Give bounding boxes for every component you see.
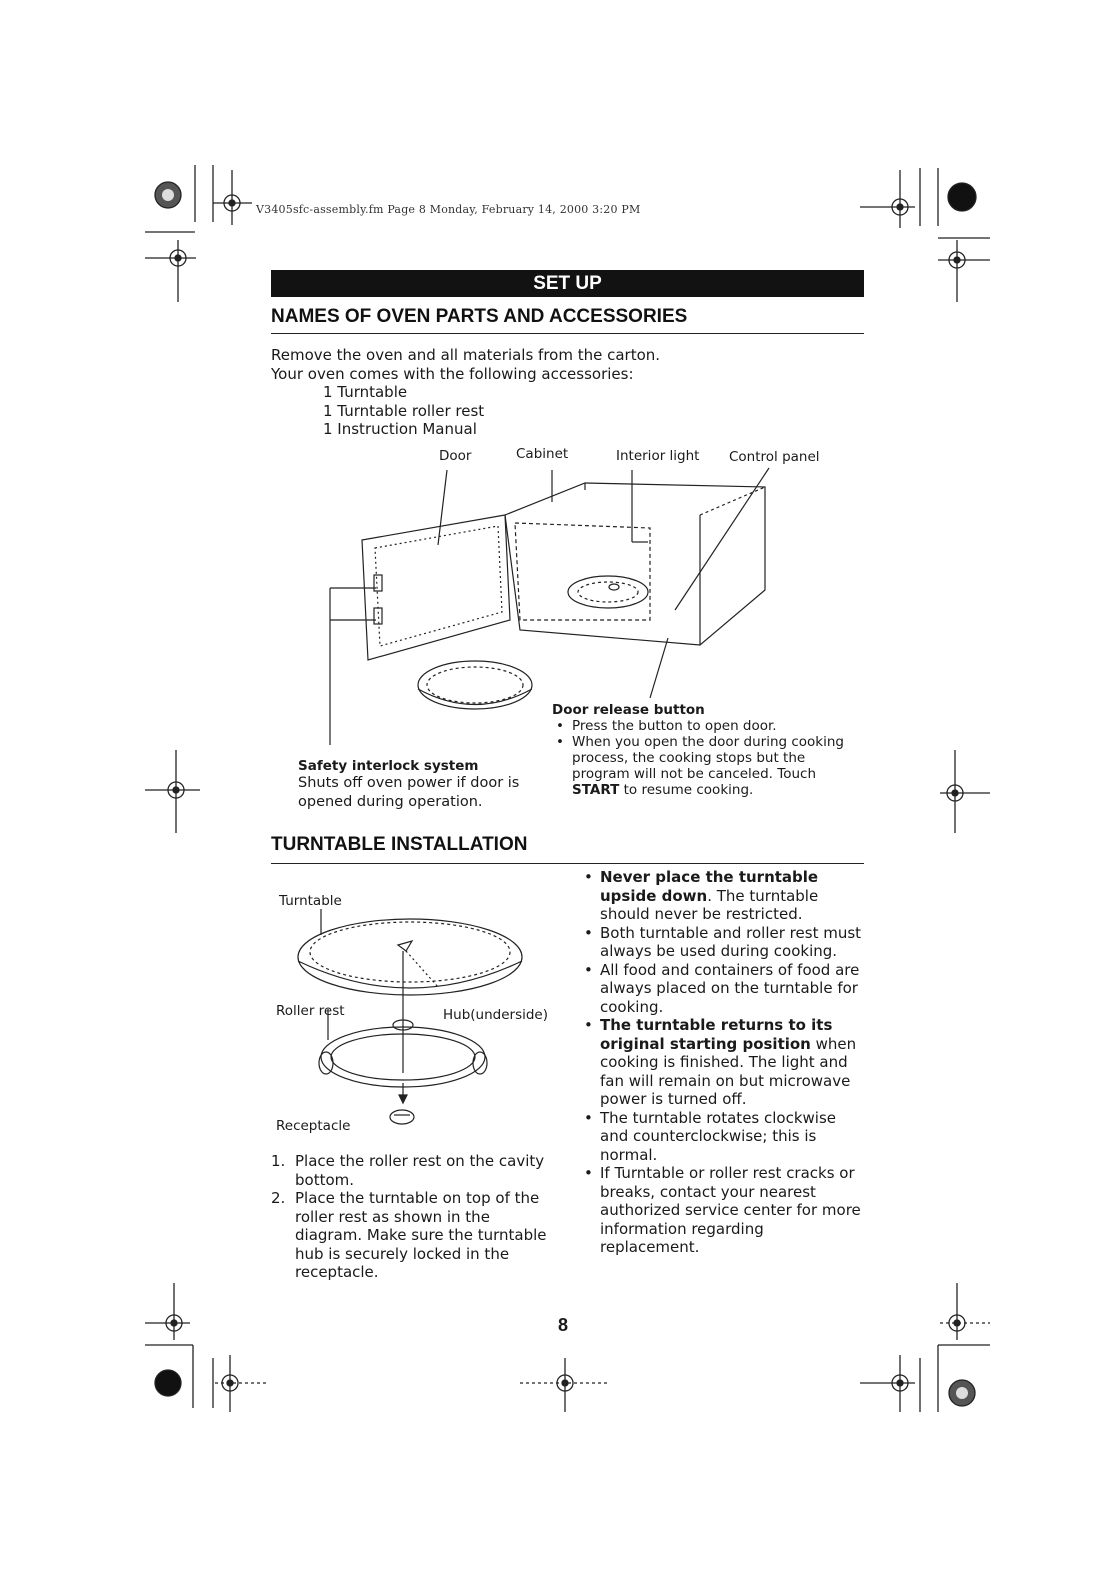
label-hub: Hub(underside): [443, 1007, 549, 1023]
start-keyword: START: [572, 782, 620, 798]
step-number: 1.: [271, 1152, 286, 1170]
label-control-panel: Control panel: [729, 449, 820, 465]
note-text: If Turntable or roller rest cracks or breaks, contact your nearest authorized service center for more information regarding replacement.: [600, 1164, 861, 1256]
label-door: Door: [439, 448, 472, 464]
door-release-bullet: [552, 734, 862, 798]
safety-title: Safety interlock system: [298, 758, 479, 774]
note-item: [580, 924, 865, 961]
section-title-oven-parts: NAMES OF OVEN PARTS AND ACCESSORIES: [271, 306, 688, 327]
registration-dot-icon: [948, 183, 976, 211]
note-bold: The turntable returns to its original starting position: [600, 1016, 833, 1053]
safety-text: Shuts off oven power if door is opened during operation.: [298, 775, 520, 810]
note-item: [580, 1016, 865, 1109]
note-text: . The turntable should never be restricted.: [600, 886, 819, 923]
label-interior-light: Interior light: [616, 448, 700, 464]
section-divider: [271, 863, 864, 864]
accessory-item: 1 Instruction Manual: [323, 420, 477, 438]
turntable-notes: [580, 868, 865, 1257]
accessory-item: 1 Turntable roller rest: [323, 401, 485, 420]
bullet-text: When you open the door during cooking process, the cooking stops but the program will not be canceled. Touch: [572, 734, 844, 782]
note-item: [580, 868, 865, 924]
section-divider: [271, 333, 864, 334]
file-info-header: V3405sfc-assembly.fm Page 8 Monday, February 14, 2000 3:20 PM: [256, 203, 641, 216]
door-release-block: [552, 702, 862, 798]
note-text: when cooking is finished. The light and fan will remain on but microwave power is turned off.: [600, 1034, 857, 1108]
door-release-title: Door release button: [552, 702, 705, 718]
note-item: [580, 1164, 865, 1257]
registration-mark-icon: [155, 182, 181, 208]
note-item: [580, 1109, 865, 1165]
installation-steps: [271, 1152, 556, 1282]
page-number: 8: [558, 1315, 569, 1335]
step-item: [271, 1189, 556, 1282]
label-cabinet: Cabinet: [516, 446, 569, 462]
step-item: [271, 1152, 556, 1189]
section-title-turntable: TURNTABLE INSTALLATION: [271, 834, 528, 855]
step-number: 2.: [271, 1189, 286, 1207]
label-roller-rest: Roller rest: [276, 1003, 345, 1019]
intro-line: Your oven comes with the following accessories:: [271, 364, 634, 383]
bullet-text: to resume cooking.: [619, 782, 754, 798]
note-item: [580, 961, 865, 1017]
label-turntable: Turntable: [279, 893, 342, 909]
note-bold: Never place the turntable upside down: [600, 868, 819, 905]
label-receptacle: Receptacle: [276, 1118, 351, 1134]
door-release-bullet: • Press the button to open door.: [552, 718, 862, 734]
section-band-title: SET UP: [271, 270, 864, 297]
step-text: Place the roller rest on the cavity bottom.: [295, 1152, 545, 1189]
safety-block: [298, 758, 548, 811]
note-text: All food and containers of food are always placed on the turntable for cooking.: [600, 960, 860, 1016]
step-text: Place the turntable on top of the roller rest as shown in the diagram. Make sure the turntable hub is securely locked in the receptacle.: [295, 1189, 547, 1281]
note-text: Both turntable and roller rest must always be used during cooking.: [600, 923, 862, 960]
turntable-diagram: [290, 905, 540, 1140]
intro-line: Remove the oven and all materials from the carton.: [271, 346, 661, 364]
note-text: The turntable rotates clockwise and counterclockwise; this is normal.: [600, 1108, 837, 1164]
accessory-item: 1 Turntable: [323, 383, 408, 401]
intro-text: [271, 346, 871, 439]
